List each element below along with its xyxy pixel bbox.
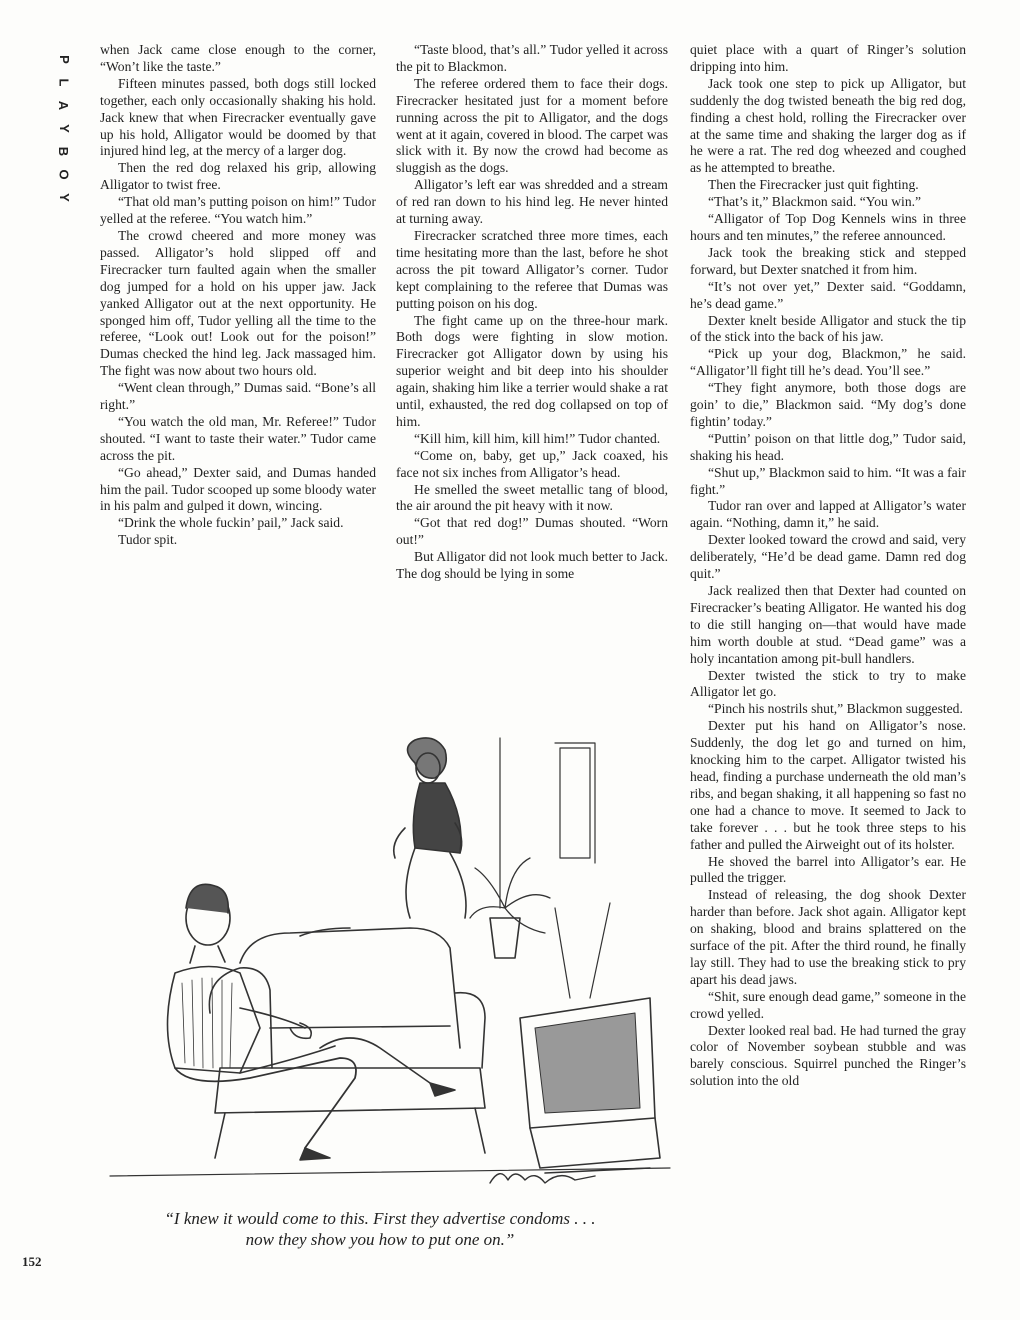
paragraph: Tudor ran over and lapped at Alligator’s water again. “Nothing, damn it,” he said. [690,498,966,531]
masthead [55,48,73,209]
paragraph: Dexter looked real bad. He had turned the gray color of November soybean stubble and was barely conscious. Squirrel punched the Ringer’s solution into the old [690,1022,966,1089]
masthead-letter: B [56,146,72,157]
paragraph: “Go ahead,” Dexter said, and Dumas handed him the pail. Tudor scooped up some bloody water in his palm and gulped it down, wincing. [100,464,377,514]
masthead-letter: O [56,169,72,180]
paragraph: “Shut up,” Blackmon said to him. “It was a fair fight.” [690,464,966,497]
masthead-letter: A [56,100,72,111]
paragraph: “Taste blood, that’s all.” Tudor yelled it across the pit to Blackmon. [396,42,668,74]
text-column-3 [690,42,966,1090]
masthead-letter: P [56,55,72,64]
cartoon-caption: “I knew it would come to this. First they advertise condoms . . . now they show you how to put one on.” [164,1209,596,1249]
paragraph: The crowd cheered and more money was passed. Alligator’s hold slipped off and Firecracker turn faulted again when the smaller dog jumped for a hold on his upper jaw. Jack yanked Alligator out at the next opportunity. He sponged him off, Tudor yelling all the time to the referee, “Look out! Look out for the poison!” Dumas checked the hind leg. Jack massaged him. The fight was now about two hours old. [100,227,376,379]
paragraph: Dexter looked toward the crowd and said, very deliberately, “He’d be dead game. Damn red dog quit.” [690,532,966,582]
paragraph: Dexter knelt beside Alligator and stuck the tip of the stick into the back of his jaw. [690,312,966,345]
paragraph: “Puttin’ poison on that little dog,” Tudor said, shaking his head. [690,430,966,463]
paragraph: But Alligator did not look much better to Jack. The dog should be lying in some [396,549,668,582]
paragraph: Jack took the breaking stick and stepped forward, but Dexter snatched it from him. [690,244,966,277]
paragraph: “Kill him, kill him, kill him!” Tudor chanted. [414,430,661,446]
paragraph: The referee ordered them to face their dogs. Firecracker hesitated just for a moment before running across the pit to Alligator, and the dogs went at it again, covered in blood. The carpet was slick with it. By now the crowd had become as sluggish as the dogs. [396,75,668,176]
text-column-2 [396,42,668,583]
text-column-1 [100,42,376,549]
paragraph: The fight came up on the three-hour mark. Both dogs were fighting in slow motion. Firecracker got Alligator down by using his superior weight and bit deep into his shoulder again, shaking him like a terrier would shake a rat until, exhausted, the red dog collapsed on top of him. [396,312,668,429]
paragraph: He shoved the barrel into Alligator’s ear. He pulled the trigger. [690,853,966,886]
paragraph: “They fight anymore, both those dogs are goin’ to die,” Blackmon said. “My dog’s done fightin’ today.” [690,380,966,429]
paragraph: “Got that red dog!” Dumas shouted. “Worn out!” [396,515,668,548]
paragraph: Dexter twisted the stick to try to make Alligator let go. [690,667,966,700]
paragraph: Alligator’s left ear was shredded and a stream of red ran down to his hind leg. He never hinted at turning away. [396,177,668,227]
paragraph: Jack took one step to pick up Alligator, but suddenly the dog twisted beneath the big red dog, finding a chest hold, rolling the Firecracker over at the same time and shaking the larger dog as if he were a rat. The red dog wheezed and coughed as he attempted to breathe. [690,75,966,176]
paragraph: Then the Firecracker just quit fighting. [708,177,919,193]
cartoon-illustration [90,728,676,1206]
paragraph: quiet place with a quart of Ringer’s solution dripping into him. [690,42,966,74]
paragraph: “Went clean through,” Dumas said. “Bone’s all right.” [100,380,376,413]
paragraph: “That’s it,” Blackmon said. “You win.” [708,194,922,210]
masthead-letter: L [56,78,72,87]
paragraph: “Alligator of Top Dog Kennels wins in three hours and ten minutes,” the referee announced. [690,211,966,243]
paragraph: Firecracker scratched three more times, each time hesitating more than the last, before he shot across the pit toward Alligator’s corner. Tudor kept complaining to the referee that Dumas was putting poison on his dog. [396,227,668,311]
paragraph: when Jack came close enough to the corner, “Won’t like the taste.” [100,42,376,74]
paragraph: Fifteen minutes passed, both dogs still locked together, each only occasionally shaking his hold. Jack knew that when Firecracker eventually gave up his hold, Alligator would be doomed by that injured hind leg, at the mercy of a larger dog. [100,75,376,159]
paragraph: “Pick up your dog, Blackmon,” he said. “Alligator’ll fight till he’s dead. You’ll see.” [690,346,966,379]
paragraph: “That old man’s putting poison on him!” Tudor yelled at the referee. “You watch him.” [100,194,376,227]
paragraph: Then the red dog relaxed his grip, allowing Alligator to twist free. [100,160,376,193]
paragraph: He smelled the sweet metallic tang of blood, the air around the pit heavy with it now. [396,481,668,514]
paragraph: Instead of releasing, the dog shook Dexter harder than before. Jack shot again. Alligator kept on shaking, blood and brains splattered on the surface of the pit. After the third round, he finally lay still. They had to use the breaking stick to pry apart his dead jaws. [690,887,966,987]
masthead-letter: Y [56,193,72,202]
paragraph: “Drink the whole fuckin’ pail,” Jack said. [118,515,344,531]
paragraph: “Shit, sure enough dead game,” someone in the crowd yelled. [690,988,966,1021]
page-number: 152 [22,1254,42,1269]
masthead-letter: Y [56,124,72,133]
paragraph: Dexter put his hand on Alligator’s nose. Suddenly, the dog let go and turned on him, knocking him to the carpet. Alligator twisted his head, finding a purchase underneath the old man’s ribs, and began shaking, it all happening so fast no one had a chance to move. It seemed to Jack to take forever . . . but he took three steps to his father and pulled the Airweight out of its holster. [690,718,966,852]
paragraph: Jack realized then that Dexter had counted on Firecracker’s beating Alligator. He wanted his dog to die still hanging on—that would have made him worth double at stud. “Dead game” was a holy incantation among pit-bull handlers. [690,583,966,666]
paragraph: “Come on, baby, get up,” Jack coaxed, his face not six inches from Alligator’s head. [396,447,668,480]
paragraph: “Pinch his nostrils shut,” Blackmon suggested. [708,701,963,717]
paragraph: Tudor spit. [118,532,178,548]
paragraph: “It’s not over yet,” Dexter said. “Goddamn, he’s dead game.” [690,278,966,311]
paragraph: “You watch the old man, Mr. Referee!” Tudor shouted. “I want to taste their water.” Tudor came across the pit. [100,413,376,463]
